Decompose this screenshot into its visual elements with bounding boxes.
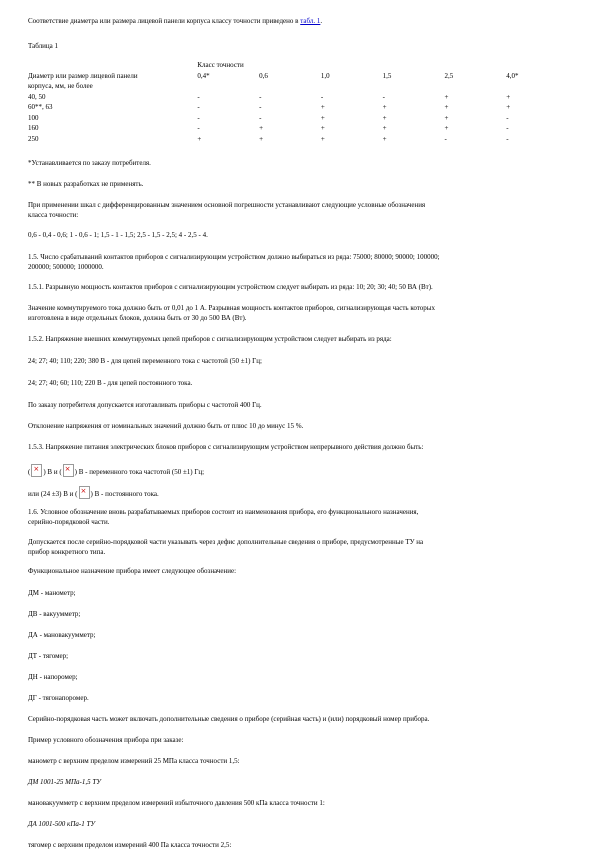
table-cell-size: 40, 50 xyxy=(28,92,46,101)
table-cell: - xyxy=(444,134,447,143)
table-cell: + xyxy=(444,92,449,101)
section-1-5-2: 1.5.2. Напряжение внешних коммутируемых цепей приборов с сигнализирующим устройством следует выбирать из ряда: xyxy=(28,335,392,343)
example-1-text: манометр с верхним пределом измерений 25 МПа класса точности 1,5: xyxy=(28,757,240,765)
designation-item: ДМ - манометр; xyxy=(28,589,76,597)
table-row xyxy=(28,113,568,124)
table-cell: - xyxy=(259,92,262,101)
table-cell: + xyxy=(259,134,264,143)
section-1-6 xyxy=(28,507,568,527)
table-class-header: 2,5 xyxy=(444,71,454,80)
table-cell: + xyxy=(382,103,387,111)
table-class-header: 1,0 xyxy=(320,71,330,80)
intro-text: Соответствие диаметра или размера лицевой панели корпуса классу точности приведено в xyxy=(28,17,299,25)
serial-paragraph: Серийно-порядковая часть может включать дополнительные сведения о приборе (серийная часть) и (или) порядковый номер прибора. xyxy=(28,715,430,723)
table-class-header: 0,4* xyxy=(197,71,210,80)
current-paragraph xyxy=(28,303,568,323)
table-header-size xyxy=(28,60,197,71)
supply-ac-mid: ) В и ( xyxy=(43,468,62,476)
table-row xyxy=(28,123,568,134)
example-2-text: мановакуумметр с верхним пределом измерений избыточного давления 500 кПа класса точности 1: xyxy=(28,799,325,807)
table-cell: + xyxy=(506,103,511,111)
table-class-header: 0,6 xyxy=(259,71,268,80)
table-row xyxy=(28,134,568,145)
example-1-code: ДМ 1001-25 МПа-1,5 ТУ xyxy=(28,778,101,786)
allowed-line-1: Допускается после серийно-порядковой части указывать через дефис дополнительные сведения о приборе, предусмотренные ТУ на xyxy=(28,538,424,546)
example-2-code: ДА 1001-500 кПа-1 ТУ xyxy=(28,820,96,828)
voltage-deviation: Отклонение напряжения от номинальных значений должно быть от плюс 10 до минус 15 %. xyxy=(28,422,304,430)
intro-paragraph xyxy=(28,16,568,26)
voltage-dc: 24; 27; 40; 60; 110; 220 В - для цепей постоянного тока. xyxy=(28,379,193,387)
table-class-header: 4,0* xyxy=(506,71,519,80)
function-title: Функциональное назначение прибора имеет следующее обозначение: xyxy=(28,567,237,575)
table-cell: + xyxy=(382,134,387,143)
class-line-1: При применении шкал с дифференцированным значением основной погрешности устанавливают следующие условные обозначения xyxy=(28,201,426,209)
table-cell: + xyxy=(259,124,264,132)
designation-item: ДВ - вакуумметр; xyxy=(28,610,81,618)
section-1-6-line-1: 1.6. Условное обозначение вновь разрабатываемых приборов состоит из наименования прибора, его функционального назначения, xyxy=(28,508,419,516)
supply-ac xyxy=(28,464,568,477)
voltage-ac: 24; 27; 40; 110; 220; 380 В - для цепей переменного тока с частотой (50 ±1) Гц; xyxy=(28,357,262,365)
section-1-5-line-1: 1.5. Число срабатываний контактов приборов с сигнализирующим устройством должно выбираться из ряда: 75000; 80000; 90000; 100000; xyxy=(28,253,440,261)
table-cell: - xyxy=(259,113,262,122)
table-cell-size: 100 xyxy=(28,113,39,122)
class-paragraph xyxy=(28,200,568,220)
table-cell: + xyxy=(506,92,511,101)
table-cell: - xyxy=(320,92,324,101)
broken-image-icon xyxy=(31,464,42,477)
table-caption: Таблица 1 xyxy=(28,42,58,50)
table-1-link[interactable]: табл. 1 xyxy=(300,17,321,25)
table-cell: - xyxy=(506,113,509,122)
table-header-row xyxy=(28,71,568,82)
table-cell-size: 60**, 63 xyxy=(28,103,53,111)
intro-after: . xyxy=(320,17,323,25)
section-1-5-3: 1.5.3. Напряжение питания электрических блоков приборов с сигнализирующим устройством непрерывного действия должно быть: xyxy=(28,443,424,451)
accuracy-class-table xyxy=(28,60,568,144)
allowed-line-2: прибор конкретного типа. xyxy=(28,548,106,556)
supply-dc-start: или (24 ±3) В и ( xyxy=(28,490,78,498)
section-1-5-line-2: 200000; 500000; 1000000. xyxy=(28,263,104,271)
class-values: 0,6 - 0,4 - 0,6; 1 - 0,6 - 1; 1,5 - 1 - 1,5; 2,5 - 1,5 - 2,5; 4 - 2,5 - 4. xyxy=(28,231,208,239)
designation-item: ДГ - тягонапоромер. xyxy=(28,694,89,702)
table-header-size-line1: Диаметр или размер лицевой панели xyxy=(28,71,138,80)
designation-item: ДН - напоромер; xyxy=(28,673,78,681)
allowed-paragraph xyxy=(28,537,568,557)
table-cell: - xyxy=(197,92,200,101)
table-cell: - xyxy=(506,124,509,132)
supply-dc xyxy=(28,486,568,499)
table-cell: + xyxy=(382,124,387,132)
supply-dc-end: ) В - постоянного тока. xyxy=(90,490,159,498)
table-cell: + xyxy=(320,113,325,122)
table-cell: - xyxy=(259,103,262,111)
table-row xyxy=(28,102,568,113)
table-header-spacer xyxy=(197,81,568,92)
section-1-6-line-2: серийно-порядковой части. xyxy=(28,518,110,526)
table-cell: + xyxy=(444,103,449,111)
table-cell-size: 160 xyxy=(28,124,39,132)
table-cell: - xyxy=(506,134,509,143)
section-1-5 xyxy=(28,252,568,272)
example-3-text: тягомер с верхним пределом измерений 400 Па класса точности 2,5: xyxy=(28,841,232,849)
table-cell: - xyxy=(197,113,200,122)
current-line-2: изготовлена в виде отдельных блоков, должна быть от 30 до 500 ВА (Вт). xyxy=(28,314,247,322)
example-title: Пример условного обозначения прибора при заказе: xyxy=(28,736,184,744)
supply-ac-open: ( xyxy=(28,468,31,476)
table-header-class: Класс точности xyxy=(197,61,244,69)
frequency-400: По заказу потребителя допускается изготавливать приборы с частотой 400 Гц. xyxy=(28,401,262,409)
designation-item: ДА - мановакуумметр; xyxy=(28,631,96,639)
table-cell: - xyxy=(197,124,200,132)
table-cell: + xyxy=(444,124,449,132)
supply-ac-end: ) В - переменного тока частотой (50 ±1) Гц; xyxy=(74,468,205,476)
current-line-1: Значение коммутируемого тока должно быть от 0,01 до 1 А. Разрывная мощность контактов приборов, сигнализирующая часть которых xyxy=(28,304,435,312)
table-cell: + xyxy=(444,113,449,122)
table-cell: + xyxy=(382,113,387,122)
table-cell: + xyxy=(320,134,325,143)
designation-item: ДТ - тягомер; xyxy=(28,652,69,660)
table-cell-size: 250 xyxy=(28,134,39,143)
table-row xyxy=(28,92,568,103)
broken-image-icon xyxy=(79,486,90,499)
table-class-header: 1,5 xyxy=(382,71,392,80)
footnote-2: ** В новых разработках не применять. xyxy=(28,180,144,188)
table-header-size-line2: корпуса, мм, не более xyxy=(28,82,93,90)
table-cell: + xyxy=(197,134,202,143)
table-cell: + xyxy=(320,103,325,111)
table-header-row xyxy=(28,60,568,71)
table-cell: - xyxy=(197,103,200,111)
class-line-2: класса точности: xyxy=(28,211,79,219)
footnote-1: *Устанавливается по заказу потребителя. xyxy=(28,159,151,167)
table-cell: + xyxy=(320,124,325,132)
table-cell: - xyxy=(382,92,386,101)
section-1-5-1: 1.5.1. Разрывную мощность контактов приборов с сигнализирующим устройством следует выбирать из ряда: 10; 20; 30; 40; 50 ВА (Вт). xyxy=(28,283,433,291)
table-header-row xyxy=(28,81,568,92)
broken-image-icon xyxy=(63,464,74,477)
